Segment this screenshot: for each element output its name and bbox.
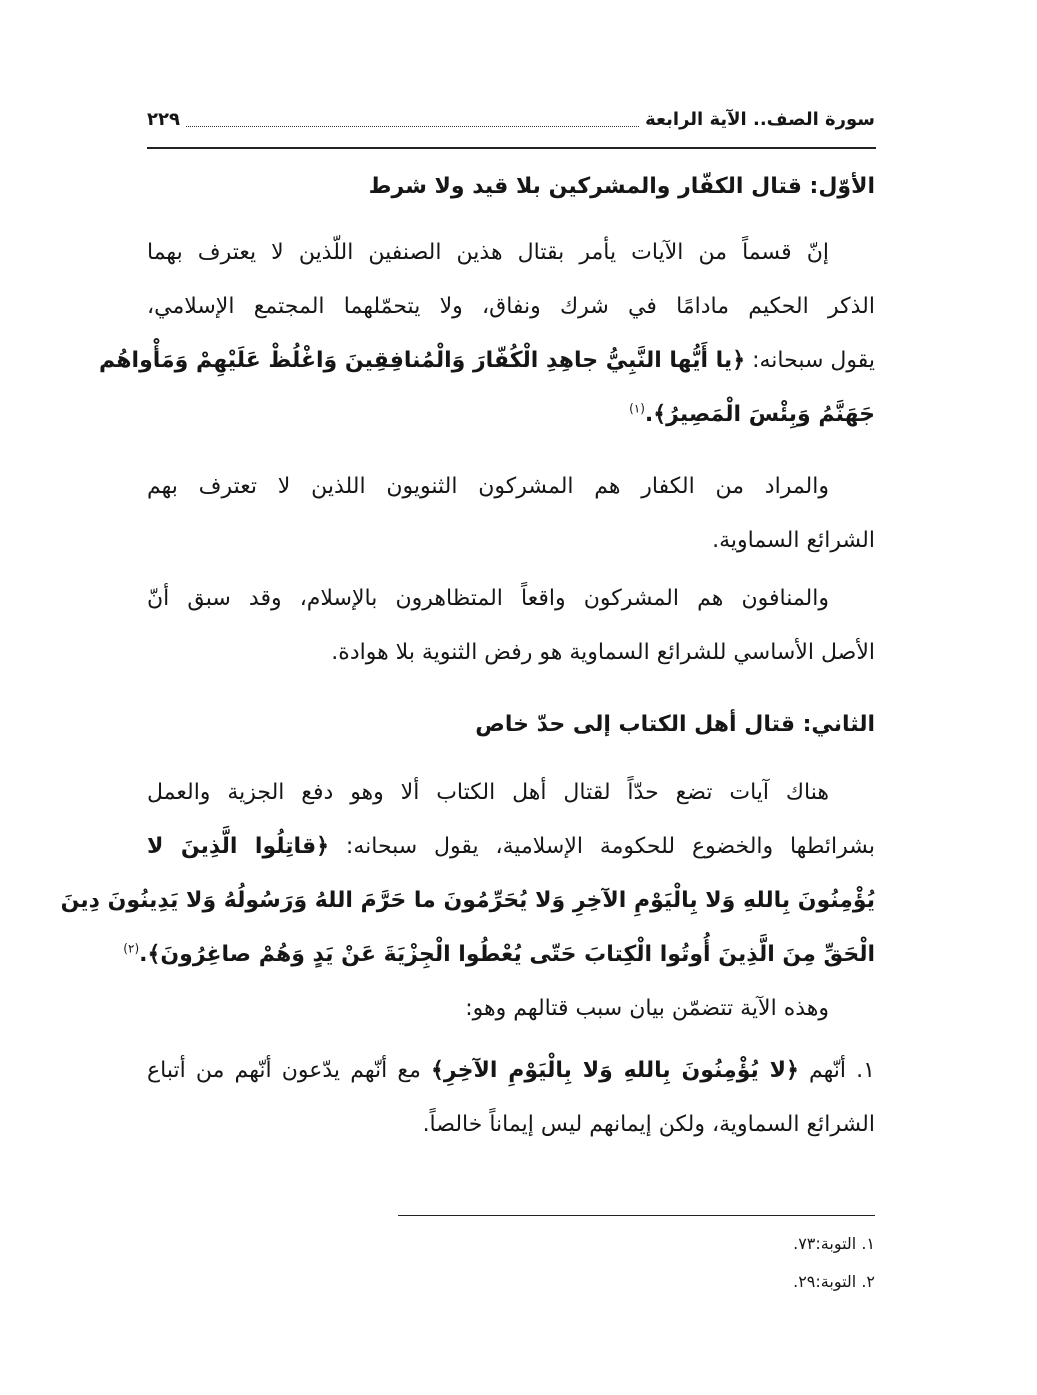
text-run: يقول سبحانه: [745, 348, 875, 373]
quran-verse: جَهَنَّمُ وَبِئْسَ الْمَصِيرُ﴾. [644, 402, 875, 427]
footnote-rule [398, 1215, 875, 1216]
text-line: الشرائع السماوية. [712, 528, 875, 553]
paragraph [147, 982, 875, 1036]
text-line: الذكر الحكيم مادامًا في شرك ونفاق، ولا يتحمّلهما المجتمع الإسلامي، [147, 294, 875, 319]
header-title: سورة الصف.. الآية الرابعة [645, 108, 875, 130]
quran-verse: ﴿قاتِلُوا الَّذِينَ لا [147, 834, 330, 859]
section-title-second: الثاني: قتال أهل الكتاب إلى حدّ خاص [475, 712, 875, 737]
header-rule [147, 147, 876, 149]
text-run: مع أنّهم يدّعون أنّهم من أتباع [147, 1058, 432, 1083]
text-line [147, 820, 875, 874]
text-line: إنّ قسماً من الآيات يأمر بقتال هذين الصنفين اللّذين لا يعترف بهما [147, 240, 829, 265]
text-line [147, 388, 875, 442]
footnote-item: ٢. التوبة:٢٩. [793, 1272, 875, 1291]
footnote-item: ١. التوبة:٧٣. [793, 1234, 875, 1253]
quran-verse: الْحَقِّ مِنَ الَّذِينَ أُوتُوا الْكِتابَ حَتّى يُعْطُوا الْجِزْيَةَ عَنْ يَدٍ وَهُمْ صاغِرُونَ﴾. [139, 942, 875, 967]
text-line [147, 1044, 875, 1098]
text-line [99, 334, 875, 388]
text-line [123, 928, 875, 982]
footnote-ref: (٢) [123, 941, 140, 956]
footnotes [793, 1225, 875, 1301]
text-line: وهذه الآية تتضمّن بيان سبب قتالهم وهو: [465, 996, 829, 1021]
paragraph [99, 226, 875, 442]
text-line: هناك آيات تضع حدّاً لقتال أهل الكتاب ألا وهو دفع الجزية والعمل [147, 780, 829, 805]
text-line: الشرائع السماوية، ولكن إيمانهم ليس إيماناً خالصاً. [422, 1112, 875, 1137]
running-header [147, 102, 875, 136]
paragraph [147, 572, 875, 680]
paragraph [147, 1044, 875, 1152]
text-line: الأصل الأساسي للشرائع السماوية هو رفض الثنوية بلا هوادة. [331, 640, 875, 665]
text-run: ١. أنّهم [798, 1058, 875, 1083]
header-leader-dots [186, 112, 639, 127]
quran-verse: ﴿لا يُؤْمِنُونَ بِاللهِ وَلا بِالْيَوْمِ الآخِرِ﴾ [431, 1058, 799, 1083]
quran-verse: ﴿يا أَيُّها النَّبِيُّ جاهِدِ الْكُفّارَ وَالْمُنافِقِينَ وَاغْلُظْ عَلَيْهِمْ وَمَأْواهُم [99, 348, 746, 373]
text-run: بشرائطها والخضوع للحكومة الإسلامية، يقول سبحانه: [329, 834, 875, 859]
text-line: والمنافون هم المشركون واقعاً المتظاهرون بالإسلام، وقد سبق أنّ [147, 586, 829, 611]
section-title-first: الأوّل: قتال الكفّار والمشركين بلا قيد ولا شرط [368, 174, 875, 199]
footnote-ref: (١) [629, 401, 645, 416]
quran-verse: يُؤْمِنُونَ بِاللهِ وَلا بِالْيَوْمِ الآخِرِ وَلا يُحَرِّمُونَ ما حَرَّمَ اللهُ وَرَسُولُهُ وَلا يَدِينُونَ دِينَ [60, 888, 875, 913]
paragraph [147, 460, 875, 568]
text-line: والمراد من الكفار هم المشركون الثنويون اللذين لا تعترف بهم [147, 474, 829, 499]
page-number: ٢٢٩ [147, 108, 180, 130]
paragraph [60, 766, 875, 982]
